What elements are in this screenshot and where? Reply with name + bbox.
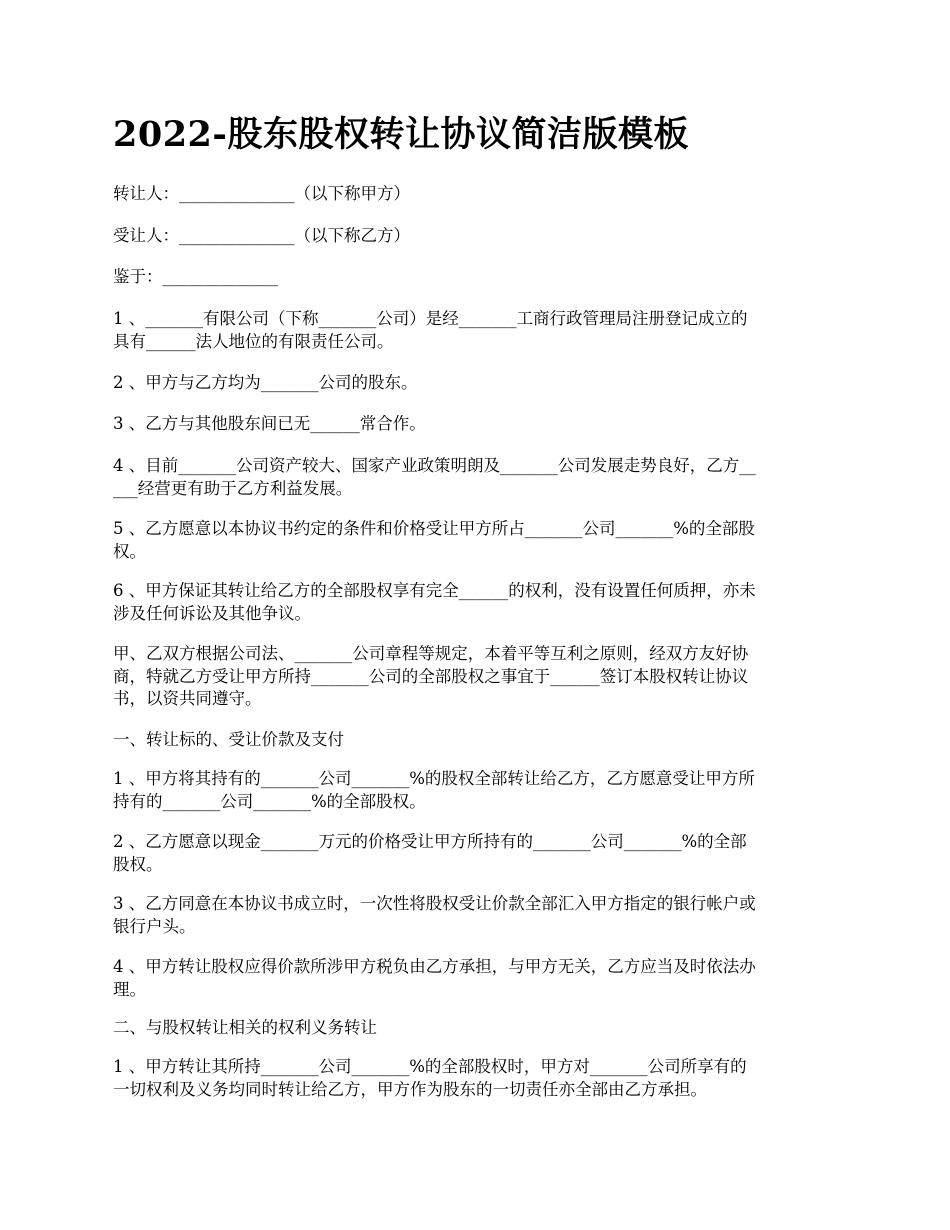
paragraph-preamble [113, 643, 843, 711]
paragraph-line: 2 、乙方愿意以现金_______万元的价格受让甲方所持有的_______公司_______%的全部 [113, 832, 747, 851]
paragraph-line: 书，以资共同遵守。 [113, 689, 262, 708]
paragraph-transferor [113, 183, 843, 206]
paragraph-line: 商，特就乙方受让甲方所持_______公司的全部股权之事宜于______签订本股权转让协议 [113, 666, 749, 686]
section-heading-2 [113, 1017, 843, 1040]
section-heading-1 [113, 729, 843, 752]
paragraph-line: 甲、乙双方根据公司法、_______公司章程等规定，本着平等互利之原则，经双方友好协 [113, 644, 749, 663]
paragraph-line: 1 、_______有限公司（下称_______公司）是经_______工商行政管理局注册登记成立的 [113, 309, 748, 328]
paragraph-line: 3 、乙方同意在本协议书成立时，一次性将股权受让价款全部汇入甲方指定的银行帐户或 [113, 894, 756, 913]
paragraph-item-3 [113, 413, 843, 436]
paragraph-line: 3 、乙方与其他股东间已无______常合作。 [113, 414, 426, 433]
paragraph-line: 受让人：______________（以下称乙方） [113, 226, 410, 245]
paragraph-line: 4 、甲方转让股权应得价款所涉甲方税负由乙方承担，与甲方无关，乙方应当及时依法办 [113, 957, 756, 976]
paragraph-item-1 [113, 308, 843, 353]
paragraph-line: 一、转让标的、受让价款及支付 [113, 730, 344, 749]
section-1-item-2 [113, 831, 843, 876]
paragraph-transferee [113, 225, 843, 248]
paragraph-line: 银行户头。 [113, 916, 196, 936]
paragraph-line: 二、与股权转让相关的权利义务转让 [113, 1018, 377, 1037]
paragraph-line: 1 、甲方将其持有的_______公司_______%的股权全部转让给乙方，乙方愿意受让甲方所 [113, 769, 755, 788]
section-2-item-1 [113, 1056, 843, 1101]
document-title: 2022-股东股权转让协议简洁版模板 [113, 114, 689, 155]
paragraph-item-5 [113, 518, 843, 563]
paragraph-line: 股权。 [113, 854, 163, 874]
paragraph-item-6 [113, 580, 843, 625]
paragraph-line: 6 、甲方保证其转让给乙方的全部股权享有完全______的权利，没有设置任何质押，亦未 [113, 581, 756, 600]
paragraph-line: 理。 [113, 979, 146, 999]
paragraph-whereas [113, 266, 843, 289]
paragraph-line: 转让人：______________（以下称甲方） [113, 184, 410, 203]
section-1-item-3 [113, 893, 843, 938]
paragraph-line: 一切权利及义务均同时转让给乙方，甲方作为股东的一切责任亦全部由乙方承担。 [113, 1079, 707, 1099]
paragraph-line: 1 、甲方转让其所持_______公司_______%的全部股权时，甲方对_______公司所享有的 [113, 1057, 747, 1076]
paragraph-line: 持有的_______公司_______%的全部股权。 [113, 791, 426, 811]
paragraph-item-2 [113, 372, 843, 395]
paragraph-line: 具有______法人地位的有限责任公司。 [113, 331, 394, 351]
paragraph-line: 2 、甲方与乙方均为_______公司的股东。 [113, 373, 418, 392]
paragraph-line: 权。 [113, 541, 146, 561]
paragraph-line: 4 、目前_______公司资产较大、国家产业政策明朗及_______公司发展走势良好，乙方__ [113, 456, 756, 475]
paragraph-item-4 [113, 455, 843, 500]
paragraph-line: 鉴于：______________ [113, 267, 278, 286]
paragraph-line: ___经营更有助于乙方利益发展。 [113, 478, 353, 498]
section-1-item-1 [113, 768, 843, 813]
section-1-item-4 [113, 956, 843, 1001]
paragraph-line: 涉及任何诉讼及其他争议。 [113, 603, 311, 623]
paragraph-line: 5 、乙方愿意以本协议书约定的条件和价格受让甲方所占_______公司_______%的全部股 [113, 519, 755, 538]
